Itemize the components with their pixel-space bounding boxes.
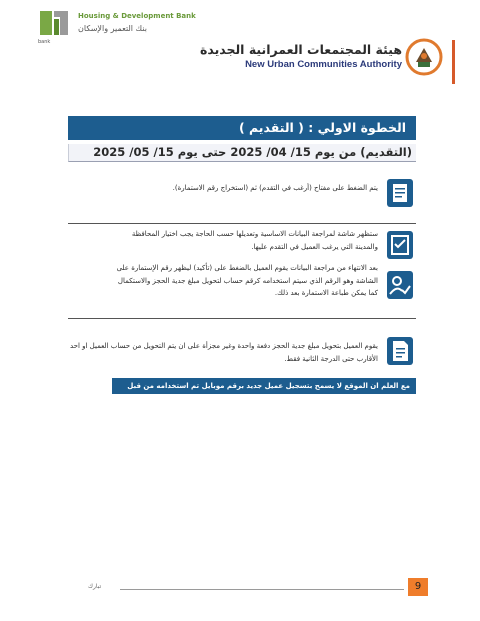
item-text-4: يقوم العميل بتحويل مبلغ جدية الحجز دفعة واحدة وغير مجزأة على ان يتم التحويل من حساب العميل او احد الأقارب حتى الدرجة الثانية فقط. (69, 342, 378, 363)
authority-name-ar: هيئة المجتمعات العمرانية الجديدة (199, 42, 402, 57)
step-dates: (التقديم) من يوم 15/ 04/ 2025 حتى يوم 15/ 05/ 2025 (68, 144, 416, 162)
divider (68, 223, 416, 224)
item-text-2: ستظهر شاشة لمراجعة البيانات الاساسية وتعديلها حسب الحاجة يجب اختيار المحافظة والمدينة التي يرغب العميل في التقدم عليها. (131, 230, 378, 251)
notice-banner: مع العلم ان الموقع لا يسمح بتسجيل عميل جديد برقم موبايل تم استخدامه من قبل (112, 378, 416, 394)
item-text-3: بعد الانتهاء من مراجعة البيانات يقوم العميل بالضغط على (تأكيد) ليظهر رقم الإستمارة على الشاشة وهو الرقم الذي سيتم استخدامه كرقم حساب لتحويل مبلغ جدية الحجز والاستكمال كما يمكن طباعة الاستمارة بعد ذلك. (116, 264, 378, 297)
authority-logo-icon (404, 36, 444, 78)
checklist-icon (386, 230, 414, 260)
bank-short-label: bank (38, 39, 51, 45)
bank-logo-icon (38, 7, 72, 39)
authority-name-en: New Urban Communities Authority (245, 59, 402, 70)
page-number: 9 (408, 578, 428, 596)
edge-marker (452, 40, 455, 84)
footer-name: تبارك (88, 583, 102, 590)
document-icon (386, 336, 414, 366)
step-title: الخطوة الاولي : ( التقديم ) (68, 116, 416, 140)
form-icon (386, 178, 414, 208)
bank-name-en: Housing & Development Bank (78, 12, 196, 20)
footer-divider (120, 589, 404, 590)
bank-name-ar: بنك التعمير والإسكان (78, 24, 147, 33)
divider (68, 318, 416, 319)
item-text-1: يتم الضغط على مفتاح (أرغب في التقدم) ثم (استخراج رقم الاستمارة). (172, 184, 378, 192)
user-check-icon (386, 270, 414, 300)
